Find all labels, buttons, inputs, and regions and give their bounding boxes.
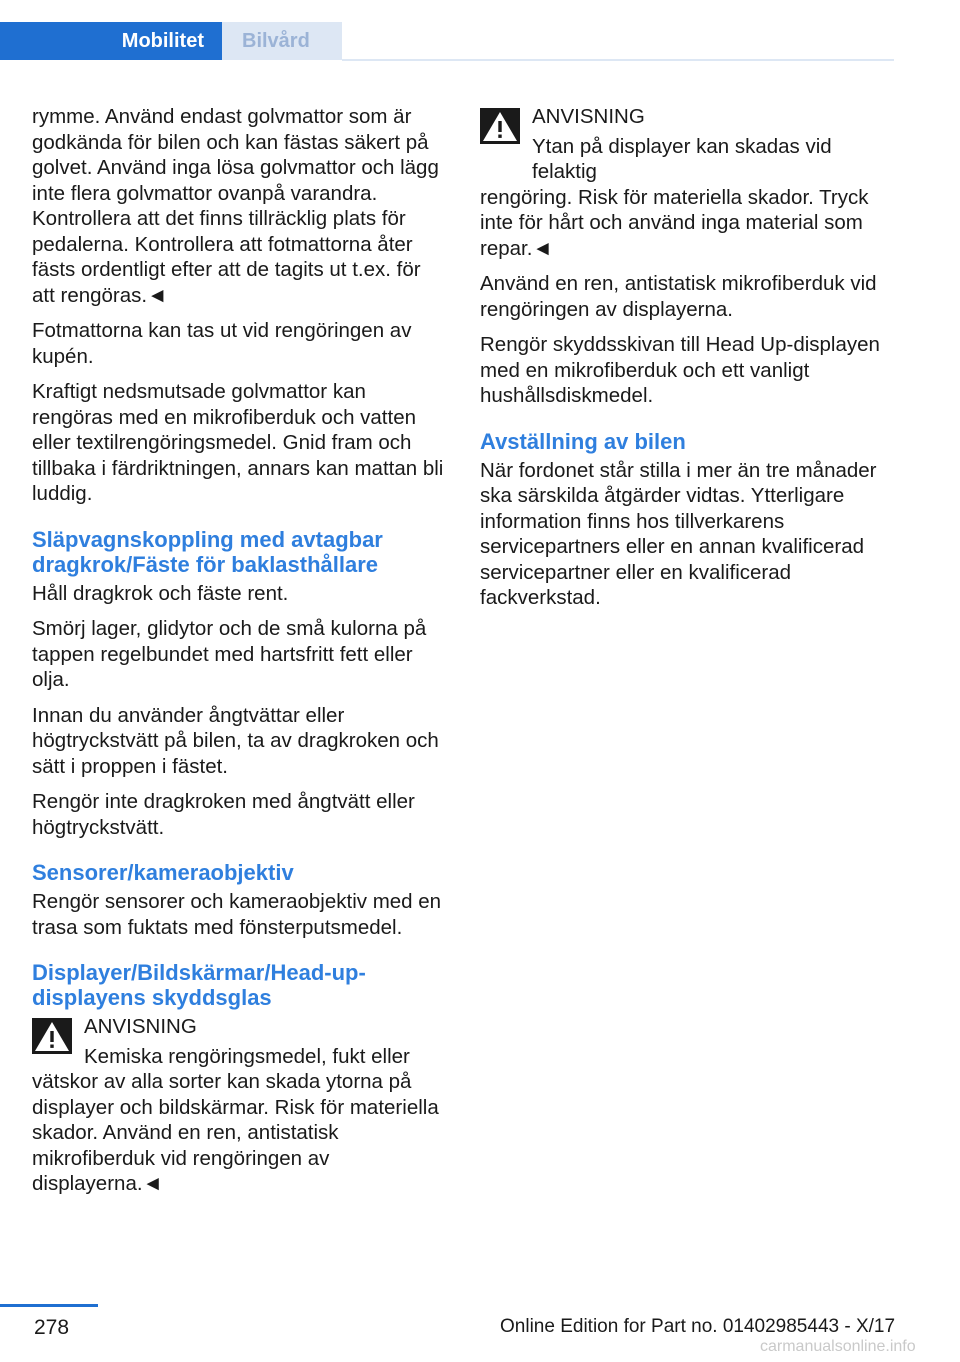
paragraph: Använd en ren, antistatisk mikrofiberduk vid rengöringen av displayerna. <box>480 272 877 321</box>
paragraph: Smörj lager, glidytor och de små kulorna på tappen regelbundet med hartsfritt fett eller olja. <box>32 617 427 691</box>
section-tabs <box>0 22 894 60</box>
paragraph: Rengör inte dragkroken med ångtvätt eller högtryckstvätt. <box>32 790 415 839</box>
warning-icon <box>32 1018 72 1054</box>
section-heading: Displayer/Bildskärmar/Head-up-displayens skyddsglas <box>32 960 366 1010</box>
tab-mobilitet[interactable]: Mobilitet <box>0 22 222 60</box>
paragraph: Rengör skyddsskivan till Head Up-displayen med en mikrofiberduk och ett vanligt hushållsdiskmedel. <box>480 333 880 407</box>
paragraph: rymme. Använd endast golvmattor som är godkända för bilen och kan fästas säkert på golvet. Använd inga lösa golvmattor och lägg inte flera golvmattor ovanpå varandra. Kontrollera att det finns tillräcklig plats för pedalerna. Kontrollera att fotmattorna åter fästs ordentligt efter att de tagits ut t.ex. för att rengöras.◄ <box>32 105 439 307</box>
page-number: 278 <box>34 1316 70 1339</box>
right-column <box>480 104 894 621</box>
warning-icon <box>480 108 520 144</box>
left-column <box>32 104 446 1207</box>
warning-text: Kemiska rengöringsmedel, fukt eller <box>84 1044 410 1068</box>
section-heading: Sensorer/kameraobjektiv <box>32 860 294 885</box>
warning-title: ANVISNING <box>84 1015 197 1038</box>
warning-title: ANVISNING <box>532 105 645 128</box>
section-heading: Avställning av bilen <box>480 428 686 454</box>
paragraph: När fordonet står stilla i mer än tre månader ska särskilda åtgärder vidtas. Ytterligare information finns hos tillverkarens servicepartners eller en annan kvalificerad servicepartner eller en kvalificerad fackverkstad. <box>480 458 877 609</box>
paragraph: Fotmattorna kan tas ut vid rengöringen av kupén. <box>32 319 412 368</box>
paragraph: Kraftigt nedsmutsade golvmattor kan rengöras med en mikrofiberduk och vatten eller textilrengöringsmedel. Gnid fram och tillbaka i färdriktningen, annars kan mattan bli luddig. <box>32 380 444 505</box>
footer-accent-line <box>0 1304 98 1307</box>
edition-text: Online Edition for Part no. 01402985443 - X/17 <box>500 1316 896 1337</box>
warning-note <box>32 1014 446 1197</box>
paragraph: Håll dragkrok och fäste rent. <box>32 581 289 605</box>
warning-text: vätskor av alla sorter kan skada ytorna på displayer och bildskärmar. Risk för materiella skador. Använd en ren, antistatisk mikrofiberduk vid rengöringen av displayerna.◄ <box>32 1070 439 1195</box>
watermark: carmanualsonline.info <box>760 1338 916 1355</box>
warning-note <box>480 104 894 261</box>
paragraph: Rengör sensorer och kameraobjektiv med en trasa som fuktats med fönsterputsmedel. <box>32 890 442 939</box>
warning-text: rengöring. Risk för materiella skador. Tryck inte för hårt och använd inga material som repar.◄ <box>480 185 869 260</box>
section-heading: Släpvagnskoppling med avtagbar dragkrok/Fäste för baklasthållare <box>32 526 383 577</box>
paragraph: Innan du använder ångtvättar eller högtryckstvätt på bilen, ta av dragkroken och sätt i proppen i fästet. <box>32 703 439 778</box>
tab-bilvard[interactable]: Bilvård <box>222 22 342 60</box>
tab-divider <box>342 59 894 61</box>
warning-text: Ytan på displayer kan skadas vid felaktig <box>532 134 832 183</box>
